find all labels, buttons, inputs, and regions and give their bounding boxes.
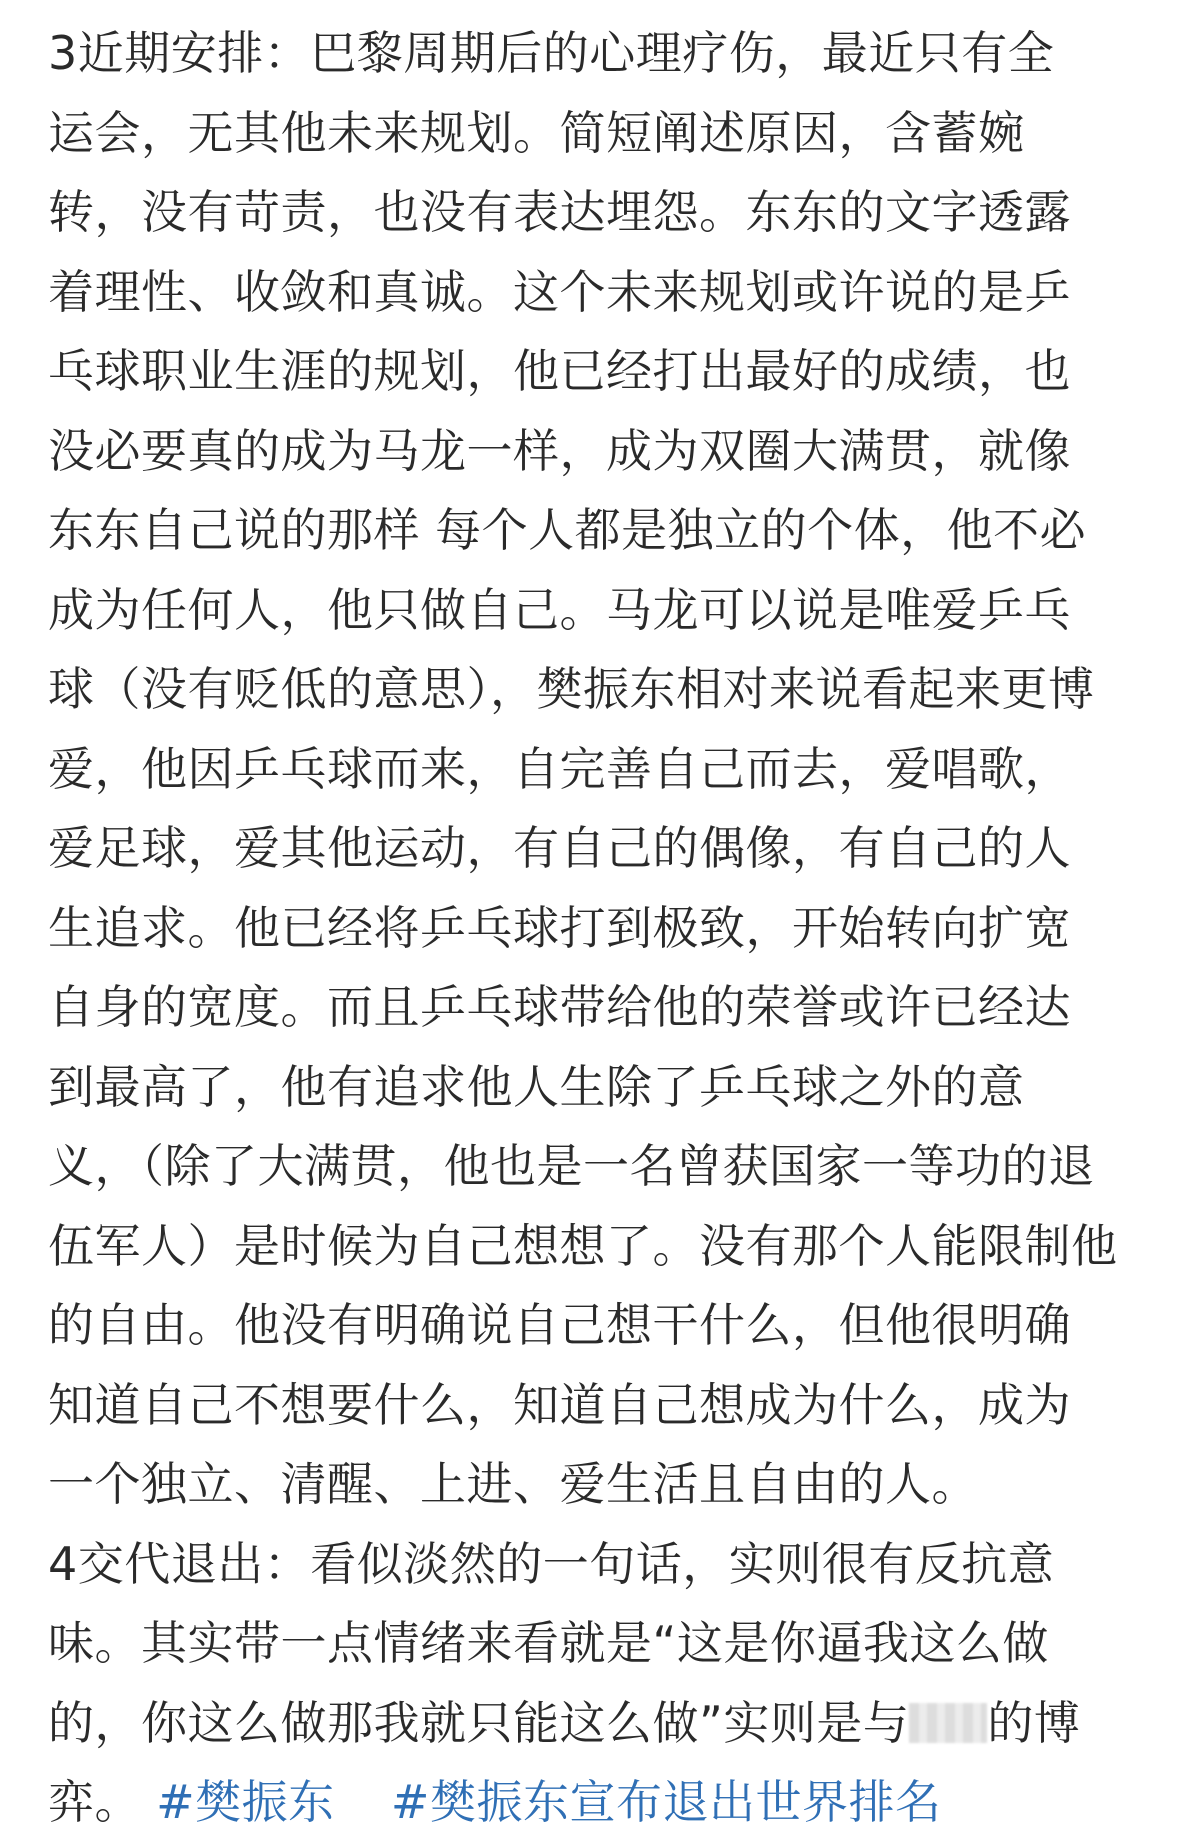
text-line: 没必要真的成为马龙一样，成为双圈大满贯，就像 xyxy=(48,423,1071,478)
text-line: 3近期安排：巴黎周期后的心理疗伤，最近只有全 xyxy=(48,26,1055,80)
hashtag-link[interactable]: #樊振东宣布退出世界排名 xyxy=(390,1775,942,1829)
text-line: 自身的宽度。而且乒乓球带给他的荣誉或许已经达 xyxy=(48,980,1071,1034)
text-line: 生追求。他已经将乒乓球打到极致，开始转向扩宽 xyxy=(48,900,1071,955)
text-line: 知道自己不想要什么，知道自己想成为什么，成为 xyxy=(48,1377,1071,1432)
text-line: 运会，无其他未来规划。简短阐述原因，含蓄婉 xyxy=(48,105,1025,160)
text-line: 到最高了，他有追求他人生除了乒乓球之外的意 xyxy=(48,1059,1025,1114)
text-line: 一个独立、清醒、上进、爱生活且自由的人。 xyxy=(48,1457,978,1511)
hashtag-link[interactable]: #樊振东 xyxy=(156,1775,335,1829)
text-line: 成为任何人，他只做自己。马龙可以说是唯爱乒乓 xyxy=(48,582,1071,637)
text-segment: 弈。 xyxy=(48,1775,141,1829)
text-line: 4交代退出：看似淡然的一句话，实则很有反抗意 xyxy=(48,1536,1055,1591)
text-line: 东东自己说的那样 每个人都是独立的个体，他不必 xyxy=(48,503,1087,557)
text-line: 乓球职业生涯的规划，他已经打出最好的成绩，也 xyxy=(48,344,1071,398)
text-segment: 的博 xyxy=(987,1695,1081,1750)
text-line: 爱足球，爱其他运动，有自己的偶像，有自己的人 xyxy=(48,821,1071,875)
text-line: 着理性、收敛和真诚。这个未来规划或许说的是乒 xyxy=(48,264,1071,319)
text-line xyxy=(48,1763,1117,1843)
text-line: 伍军人）是时候为自己想想了。没有那个人能限制他 xyxy=(48,1218,1118,1273)
text-line: 味。其实带一点情绪来看就是“这是你逼我这么做 xyxy=(48,1616,1049,1670)
text-line: 爱，他因乒乓球而来，自完善自己而去，爱唱歌， xyxy=(48,741,1071,796)
text-line: 转，没有苛责，也没有表达埋怨。东东的文字透露 xyxy=(48,185,1071,239)
text-line: 义，（除了大满贯，他也是一名曾获国家一等功的退 xyxy=(48,1139,1095,1193)
text-line xyxy=(48,1684,1117,1764)
text-line: 球（没有贬低的意思），樊振东相对来说看起来更博 xyxy=(48,662,1095,716)
text-segment: 的，你这么做那我就只能这么做”实则是与 xyxy=(48,1695,910,1750)
text-line: 的自由。他没有明确说自己想干什么，但他很明确 xyxy=(48,1298,1071,1352)
redacted-text xyxy=(909,1703,987,1743)
